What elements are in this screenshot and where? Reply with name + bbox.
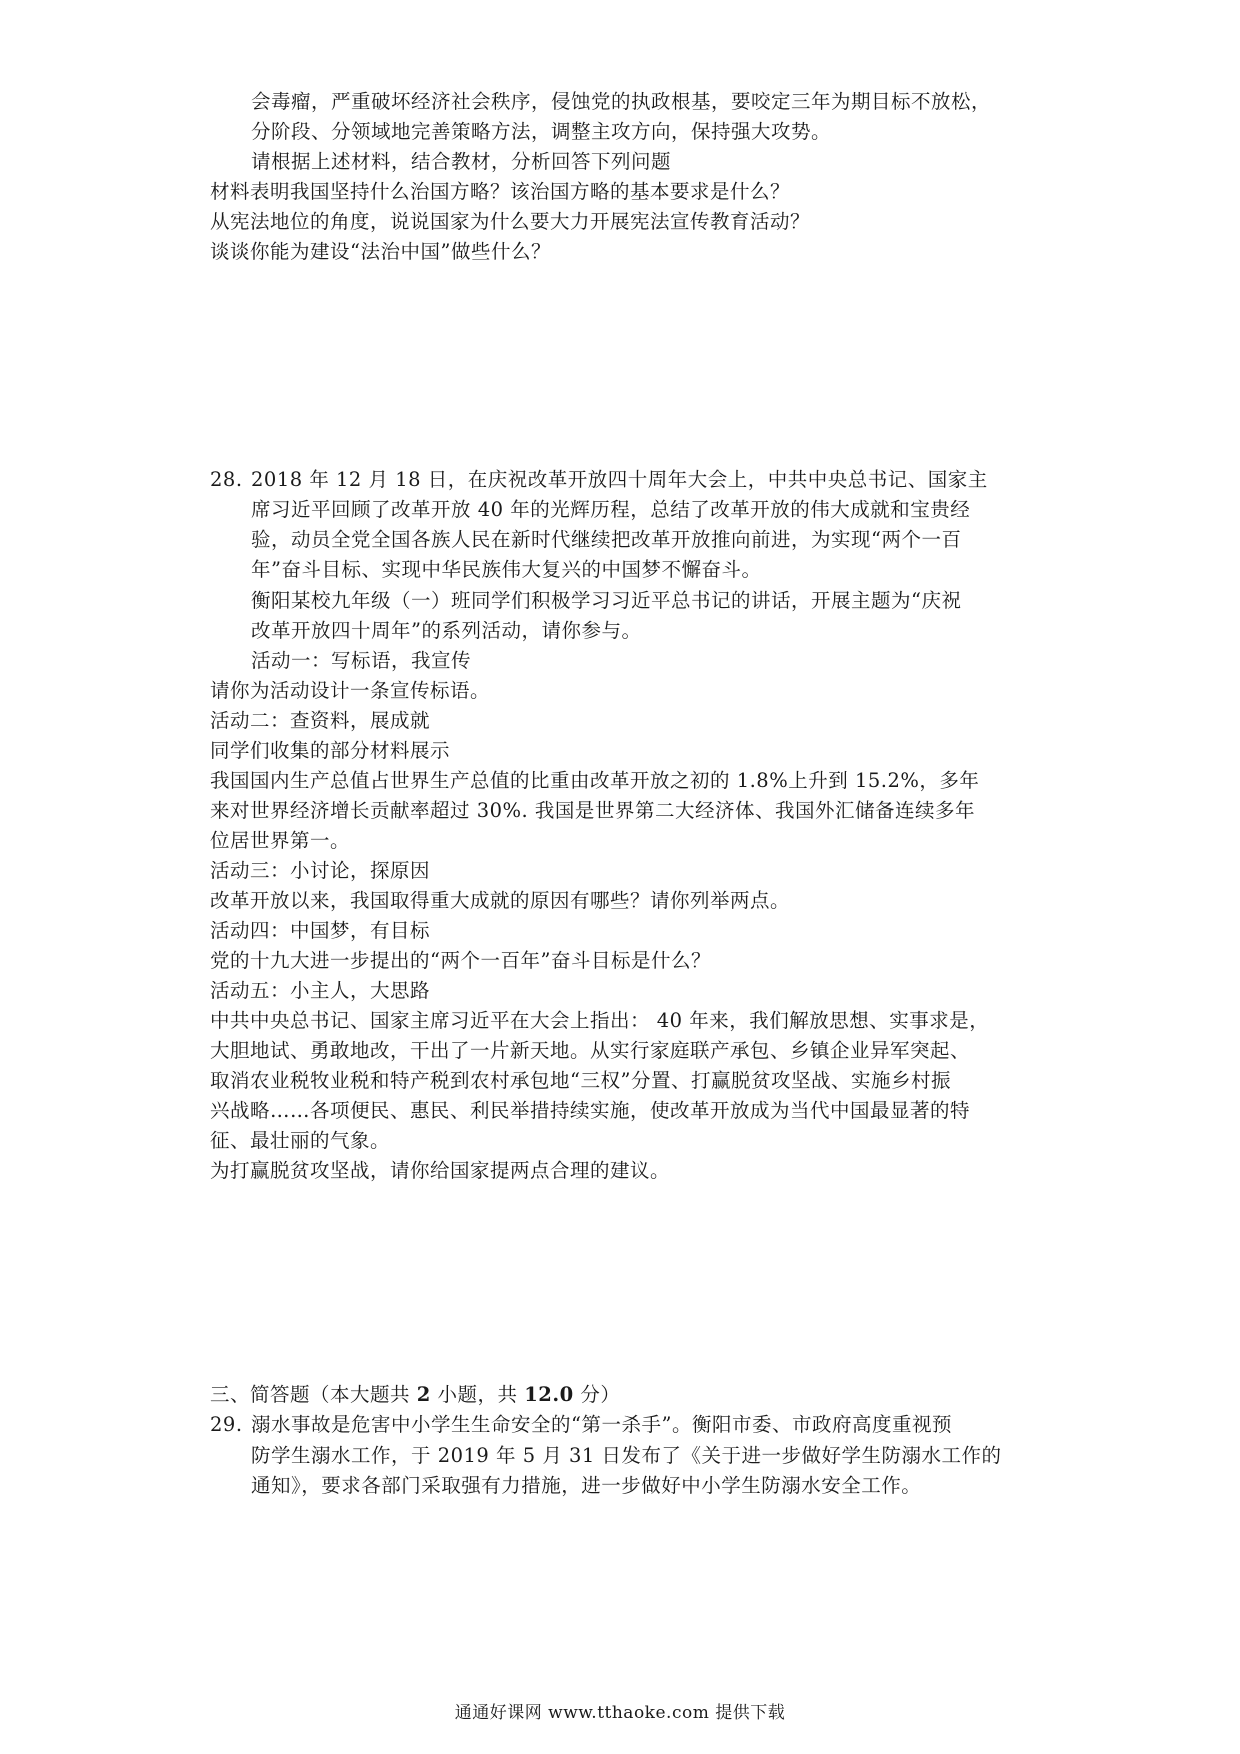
question-text: 席习近平回顾了改革开放 40 年的光辉历程，总结了改革开放的伟大成就和宝贵经: [251, 498, 971, 521]
instruction-line: 请根据上述材料，结合教材，分析回答下列问题: [251, 150, 672, 173]
activity-heading: 活动二：查资料，展成就: [210, 709, 431, 732]
question-number: 29.: [210, 1413, 243, 1436]
body-line: 为打赢脱贫攻坚战，请你给国家提两点合理的建议。: [210, 1159, 671, 1182]
page-footer: 通通好课网 www.tthaoke.com 提供下载: [454, 1703, 786, 1723]
question-text: 改革开放四十周年”的系列活动，请你参与。: [251, 619, 642, 642]
section-heading-post: 分）: [573, 1383, 621, 1406]
sub-question: 谈谈你能为建设“法治中国”做些什么？: [210, 240, 551, 263]
body-line: 取消农业税牧业税和特产税到农村承包地“三权”分置、打赢脱贫攻坚战、实施乡村振: [210, 1069, 951, 1092]
section-score: 12.0: [524, 1383, 574, 1406]
material-line: 会毒瘤，严重破坏经济社会秩序，侵蚀党的执政根基，要咬定三年为期目标不放松，: [251, 90, 992, 113]
question-text: 验，动员全党全国各族人民在新时代继续把改革开放推向前进，为实现“两个一百: [251, 528, 962, 551]
material-line: 分阶段、分领域地完善策略方法，调整主攻方向，保持强大攻势。: [251, 120, 832, 143]
body-line: 位居世界第一。: [210, 829, 351, 852]
question-text: 溺水事故是危害中小学生生命安全的“第一杀手”。衡阳市委、市政府高度重视预: [251, 1413, 952, 1436]
question-text: 2018 年 12 月 18 日，在庆祝改革开放四十周年大会上，中共中央总书记、国家主: [251, 468, 988, 491]
body-line: 改革开放以来，我国取得重大成就的原因有哪些？请你列举两点。: [210, 889, 791, 912]
section-heading-pre: 三、简答题（本大题共: [210, 1383, 417, 1406]
question-text: 衡阳某校九年级（一）班同学们积极学习习近平总书记的讲话，开展主题为“庆祝: [251, 589, 962, 612]
section-heading-mid: 小题，共: [430, 1383, 525, 1406]
question-text: 通知》，要求各部门采取强有力措施，进一步做好中小学生防溺水安全工作。: [251, 1474, 922, 1497]
sub-question: 从宪法地位的角度，说说国家为什么要大力开展宪法宣传教育活动？: [210, 210, 811, 233]
question-number: 28.: [210, 468, 243, 491]
activity-heading: 活动一：写标语，我宣传: [251, 649, 472, 672]
body-line: 中共中央总书记、国家主席习近平在大会上指出： 40 年来，我们解放思想、实事求是，: [210, 1009, 990, 1032]
section-heading: [210, 1385, 620, 1405]
activity-heading: 活动三：小讨论，探原因: [210, 859, 431, 882]
body-line: 兴战略……各项便民、惠民、利民举措持续实施，使改革开放成为当代中国最显著的特: [210, 1099, 971, 1122]
question-text: 年”奋斗目标、实现中华民族伟大复兴的中国梦不懈奋斗。: [251, 558, 762, 581]
question-text: 防学生溺水工作，于 2019 年 5 月 31 日发布了《关于进一步做好学生防溺水工作的: [251, 1444, 1002, 1467]
activity-heading: 活动五：小主人，大思路: [210, 979, 431, 1002]
body-line: 同学们收集的部分材料展示: [210, 739, 451, 762]
body-line: 党的十九大进一步提出的“两个一百年”奋斗目标是什么？: [210, 949, 711, 972]
sub-question: 材料表明我国坚持什么治国方略？该治国方略的基本要求是什么？: [210, 180, 791, 203]
section-question-count: 2: [416, 1383, 431, 1406]
body-line: 来对世界经济增长贡献率超过 30%. 我国是世界第二大经济体、我国外汇储备连续多年: [210, 799, 975, 822]
body-line: 我国国内生产总值占世界生产总值的比重由改革开放之初的 1.8%上升到 15.2%，多年: [210, 769, 980, 792]
activity-heading: 活动四：中国梦，有目标: [210, 919, 431, 942]
body-line: 请你为活动设计一条宣传标语。: [210, 679, 491, 702]
body-line: 征、最壮丽的气象。: [210, 1129, 391, 1152]
body-line: 大胆地试、勇敢地改，干出了一片新天地。从实行家庭联产承包、乡镇企业异军突起、: [210, 1039, 971, 1062]
